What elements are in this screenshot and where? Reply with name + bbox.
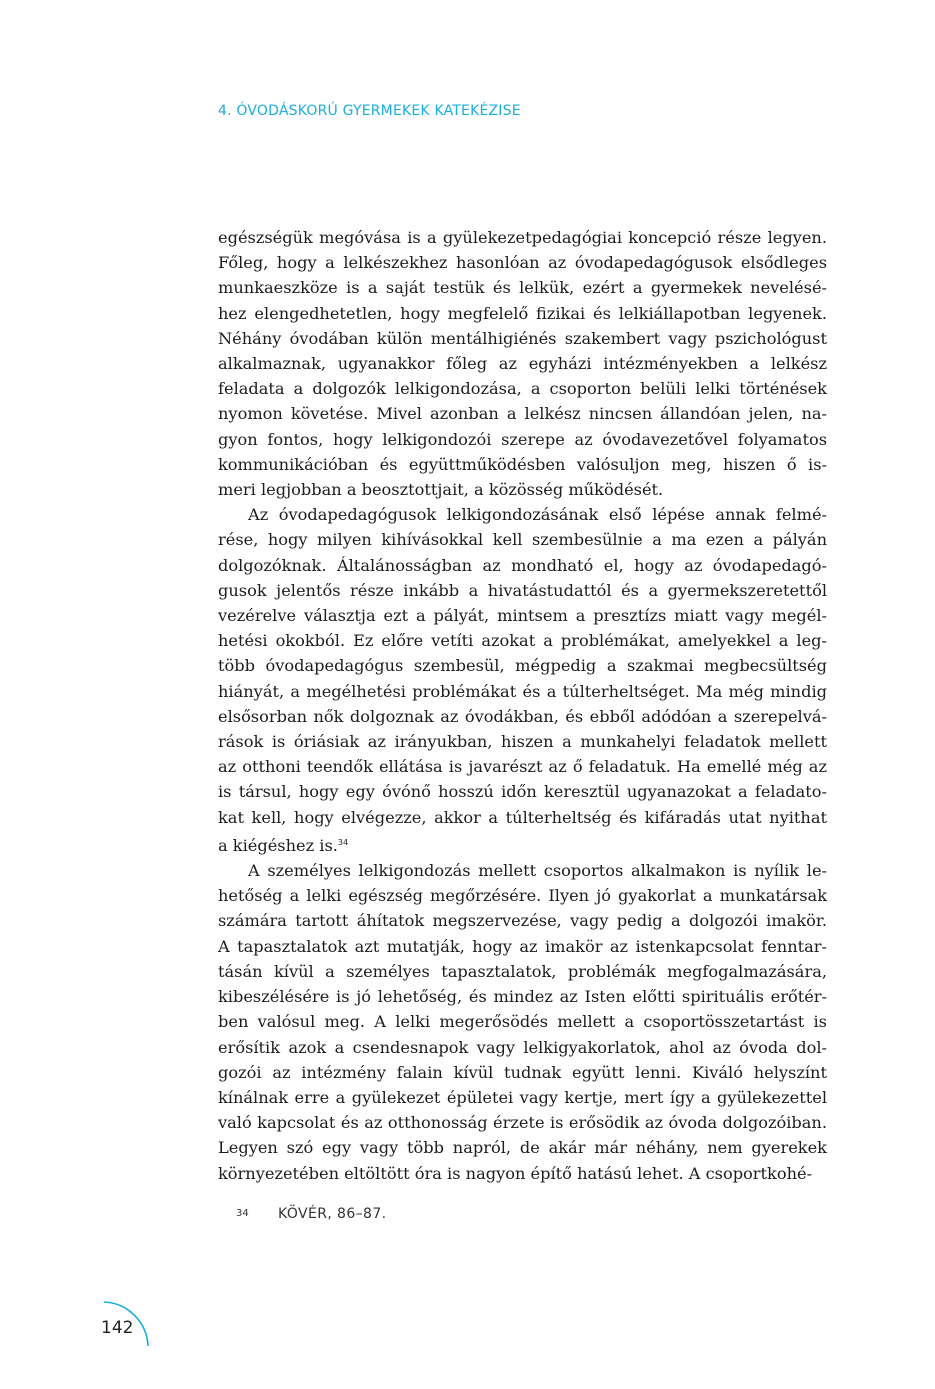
text-line: meri legjobban a beosztottjait, a közösség működését. — [218, 480, 664, 500]
footnote-reference: 34 — [337, 837, 349, 847]
paragraph — [218, 225, 827, 502]
text-line: erősítik azok a csendesnapok vagy lelkigyakorlatok, ahol az óvoda dol- — [218, 1037, 827, 1057]
text-line: feladata a dolgozók lelkigondozása, a csoporton belüli lelki történések — [218, 379, 827, 399]
text-line: alkalmaznak, ugyanakkor főleg az egyházi intézményekben a lelkész — [218, 354, 827, 374]
text-line: A tapasztalatok azt mutatják, hogy az imakör az istenkapcsolat fenntar- — [218, 936, 827, 956]
text-line: hiányát, a megélhetési problémákat és a túlterheltséget. Ma még mindig — [218, 681, 827, 701]
footnote-number: 34 — [236, 1208, 249, 1219]
text-line: kat kell, hogy elvégezze, akkor a túlterheltség és kifáradás utat nyithat — [218, 807, 827, 827]
body-text — [218, 225, 827, 1186]
text-line: Az óvodapedagógusok lelkigondozásának első lépése annak felmé- — [248, 505, 827, 525]
text-line: gozói az intézmény falain kívül tudnak együtt lenni. Kiváló helyszínt — [218, 1062, 827, 1082]
text-line: gyon fontos, hogy lelkigondozói szerepe az óvodavezetővel folyamatos — [218, 429, 827, 449]
text-line: dolgozóknak. Általánosságban az mondható el, hogy az óvodapedagó- — [218, 555, 827, 575]
text-line: hetési okokból. Ez előre vetíti azokat a problémákat, amelyekkel a leg- — [218, 631, 827, 651]
text-line: a kiégéshez is.$^{34}$ — [218, 835, 349, 855]
text-line: kommunikációban és együttműködésben valósuljon meg, hiszen ő is- — [218, 454, 827, 474]
text-line: az otthoni teendők ellátása is javarészt az ő feladatuk. Ha emellé még az — [218, 757, 827, 777]
paragraph — [218, 502, 827, 858]
paragraph — [218, 858, 827, 1186]
text-line: kibeszélésére is jó lehetőség, és mindez az Isten előtti spirituális erőtér- — [218, 987, 827, 1007]
text-line: környezetében eltöltött óra is nagyon építő hatású lehet. A csoportkohé- — [218, 1163, 813, 1183]
text-line: A személyes lelkigondozás mellett csoportos alkalmakon is nyílik le- — [248, 861, 827, 881]
running-head: 4. ÓVODÁSKORÚ GYERMEKEK KATEKÉZISE — [218, 103, 521, 119]
text-line: elsősorban nők dolgoznak az óvodákban, és ebből adódóan a szerepelvá- — [218, 706, 827, 726]
text-line: hetőség a lelki egészség megőrzésére. Ilyen jó gyakorlat a munkatársak — [218, 886, 827, 906]
text-line: hez elengedhetetlen, hogy megfelelő fizikai és lelkiállapotban legyenek. — [218, 303, 827, 323]
text-line: való kapcsolat és az otthonosság érzete is erősödik az óvoda dolgozóiban. — [218, 1113, 827, 1133]
text-line: munkaeszköze is a saját testük és lelkük, ezért a gyermekek nevelésé- — [218, 278, 827, 298]
text-line: ben valósul meg. A lelki megerősödés mellett a csoportösszetartást is — [218, 1012, 827, 1032]
text-line: rése, hogy milyen kihívásokkal kell szembesülnie a ma ezen a pályán — [218, 530, 827, 550]
text-line: tásán kívül a személyes tapasztalatok, problémák megfogalmazására, — [218, 961, 827, 981]
text-line: Főleg, hogy a lelkészekhez hasonlóan az óvodapedagógusok elsődleges — [218, 253, 827, 273]
text-line: nyomon követése. Mivel azonban a lelkész nincsen állandóan jelen, na- — [218, 404, 827, 424]
page-number: 142 — [101, 1318, 134, 1338]
text-line: is társul, hogy egy óvónő hosszú időn keresztül ugyanazokat a feladato- — [218, 782, 827, 802]
text-line: több óvodapedagógus szembesül, mégpedig a szakmai megbecsültség — [218, 656, 827, 676]
text-line: kínálnak erre a gyülekezet épületei vagy kertje, mert így a gyülekezettel — [218, 1087, 827, 1107]
text-line: Legyen szó egy vagy több napról, de akár már néhány, nem gyerekek — [218, 1138, 827, 1158]
footnote-text: KÖVÉR, 86–87. — [278, 1206, 387, 1222]
text-line: egészségük megóvása is a gyülekezetpedagógiai koncepció része legyen. — [218, 228, 827, 247]
text-line: rások is óriásiak az irányukban, hiszen a munkahelyi feladatok mellett — [218, 732, 827, 752]
text-line: számára tartott áhítatok megszervezése, vagy pedig a dolgozói imakör. — [218, 911, 827, 931]
text-line: vezérelve választja ezt a pályát, mintsem a presztízs miatt vagy megél- — [218, 606, 827, 626]
text-line: Néhány óvodában külön mentálhigiénés szakembert vagy pszichológust — [218, 328, 827, 348]
text-line: gusok jelentős része inkább a hivatástudattól és a gyermekszeretettől — [218, 580, 827, 600]
